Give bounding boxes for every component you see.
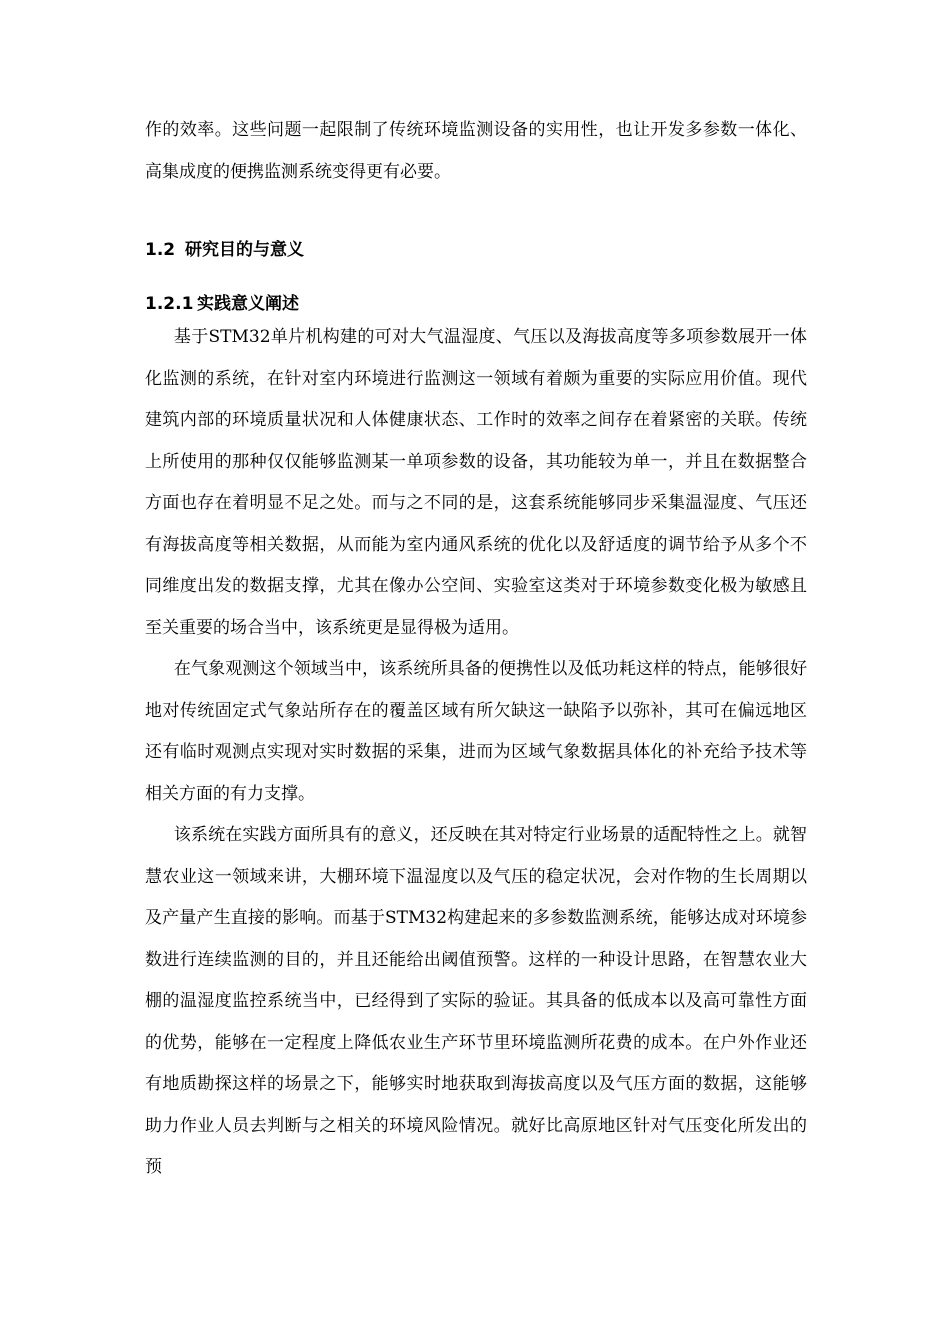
subsection-number: 1.2.1 — [145, 294, 194, 314]
section-title: 研究目的与意义 — [185, 240, 304, 260]
subsection-heading — [145, 291, 807, 317]
subsection-title: 实践意义阐述 — [197, 294, 299, 314]
intro-paragraph: 作的效率。这些问题一起限制了传统环境监测设备的实用性，也让开发多参数一体化、高集成度的便携监测系统变得更有必要。 — [145, 120, 807, 182]
body-paragraph-3: 该系统在实践方面所具有的意义，还反映在其对特定行业场景的适配特性之上。就智慧农业这一领域来讲，大棚环境下温湿度以及气压的稳定状况，会对作物的生长周期以及产量产生直接的影响。而基于STM32构建起来的多参数监测系统，能够达成对环境参数进行连续监测的目的，并且还能给出阈值预警。这样的一种设计思路，在智慧农业大棚的温湿度监控系统当中，已经得到了实际的验证。其具备的低成本以及高可靠性方面的优势，能够在一定程度上降低农业生产环节里环境监测所花费的成本。在户外作业还有地质勘探这样的场景之下，能够实时地获取到海拔高度以及气压方面的数据，这能够助力作业人员去判断与之相关的环境风险情况。就好比高原地区针对气压变化所发出的预 — [145, 825, 807, 1177]
section-heading — [145, 237, 807, 263]
body-paragraph-1: 基于STM32单片机构建的可对大气温湿度、气压以及海拔高度等多项参数展开一体化监测的系统，在针对室内环境进行监测这一领域有着颇为重要的实际应用价值。现代建筑内部的环境质量状况和人体健康状态、工作时的效率之间存在着紧密的关联。传统上所使用的那种仅仅能够监测某一单项参数的设备，其功能较为单一，并且在数据整合方面也存在着明显不足之处。而与之不同的是，这套系统能够同步采集温湿度、气压还有海拔高度等相关数据，从而能为室内通风系统的优化以及舒适度的调节给予从多个不同维度出发的数据支撑，尤其在像办公空间、实验室这类对于环境参数变化极为敏感且至关重要的场合当中，该系统更是显得极为适用。 — [145, 327, 807, 638]
body-paragraph-2: 在气象观测这个领域当中，该系统所具备的便携性以及低功耗这样的特点，能够很好地对传统固定式气象站所存在的覆盖区域有所欠缺这一缺陷予以弥补，其可在偏远地区还有临时观测点实现对实时数据的采集，进而为区域气象数据具体化的补充给予技术等相关方面的有力支撑。 — [145, 659, 807, 804]
section-number: 1.2 — [145, 240, 176, 260]
document-page — [145, 110, 807, 1189]
